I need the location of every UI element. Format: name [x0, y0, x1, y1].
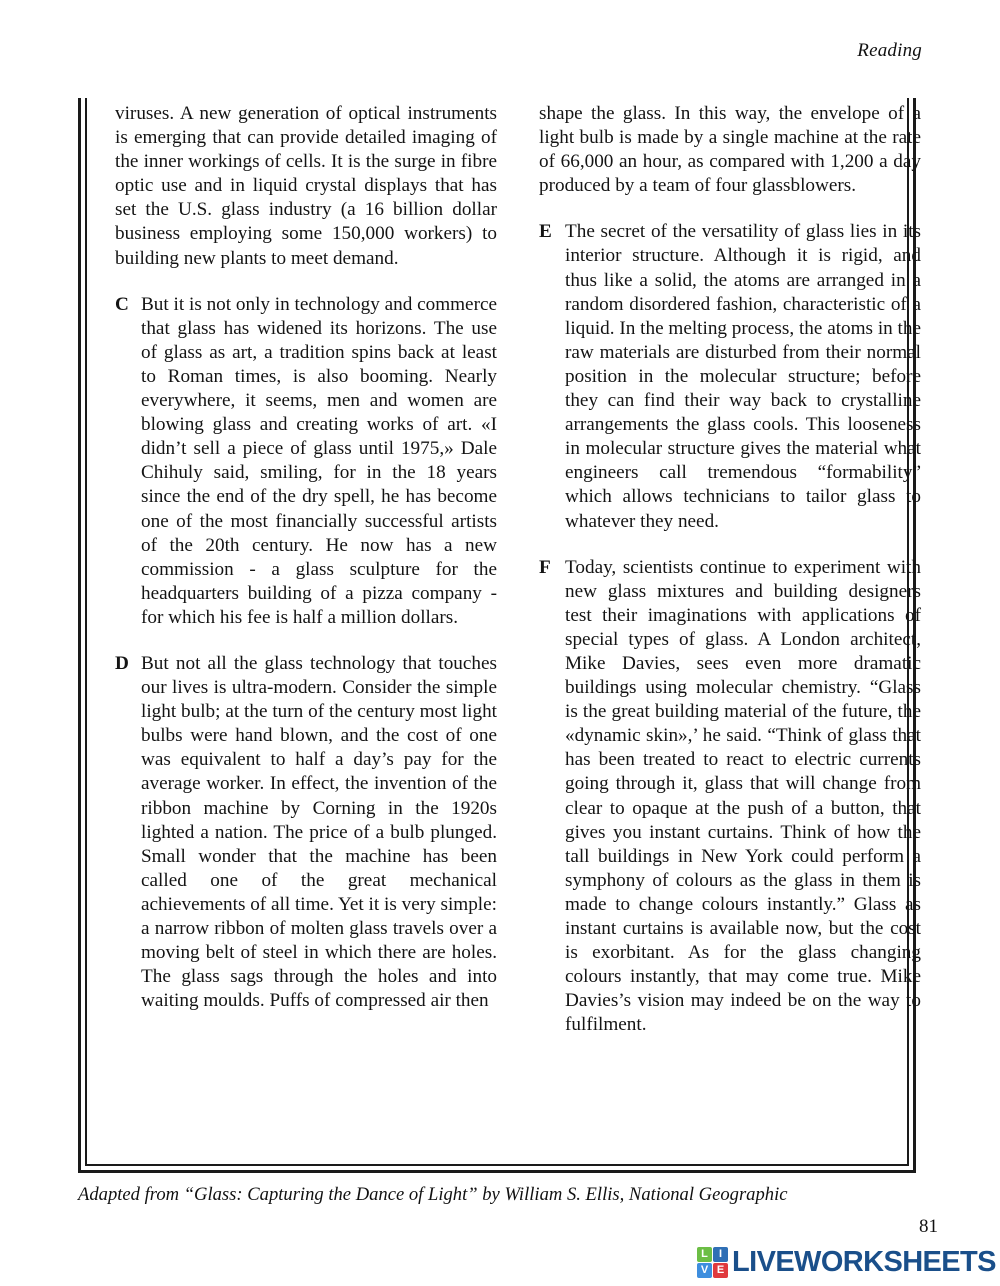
logo-tile-i: I	[713, 1247, 728, 1262]
logo-tile-v: V	[697, 1263, 712, 1278]
page-number: 81	[919, 1216, 938, 1237]
passage-columns	[81, 98, 919, 1173]
paragraph-label-f: F	[539, 556, 551, 578]
paragraph-text-f: Today, scientists continue to experiment with new glass mixtures and building designers test their imaginations with applications of special types of glass. A London architect, Mike Davies, sees even more dramatic buildings using molecular chemistry. “Glass is the great building material of the future, the «dynamic skin»,’ he said. “Think of glass that has been treated to react to electric currents going through it, glass that will change from clear to opaque at the push of a button, that gives you instant curtains. Think of how the tall buildings in New York could perform a symphony of colours as the glass in them is made to change colours instantly.” Glass as instant curtains is available now, but the cost is exorbitant. As for the glass changing colours instantly, that may come true. Mike Davies’s vision may indeed be on the way to fulfilment.	[565, 556, 921, 1036]
running-header: Reading	[857, 40, 922, 61]
paragraph-e	[539, 220, 921, 533]
paragraph-text-c: But it is not only in technology and commerce that glass has widened its horizons. The use of glass as art, a tradition spins back at least to Roman times, is also booming. Nearly everywhere, it seems, men and women are blowing glass and creating works of art. «I didn’t sell a piece of glass until 1975,» Dale Chihuly said, smiling, for in the 18 years since the end of the dry spell, he has become one of the most financially successful artists of the 20th century. He now has a new commission - a glass sculpture for the headquarters building of a pizza company - for which his fee is half a million dollars.	[141, 293, 497, 628]
logo-tile-l: L	[697, 1247, 712, 1262]
paragraph-d	[115, 652, 497, 1013]
paragraph-label-d: D	[115, 652, 129, 674]
source-attribution: Adapted from “Glass: Capturing the Dance of Light” by William S. Ellis, National Geographic	[78, 1184, 788, 1205]
liveworksheets-wordmark: LIVEWORKSHEETS	[732, 1246, 996, 1278]
paragraph-continuation: viruses. A new generation of optical instruments is emerging that can provide detailed imaging of the inner workings of cells. It is the surge in fibre optic use and in liquid crystal displays that has set the U.S. glass industry (a 16 billion dollar business employing some 150,000 workers) to building new plants to meet demand.	[115, 103, 497, 269]
paragraph-c	[115, 293, 497, 630]
paragraph-text-d: But not all the glass technology that touches our lives is ultra-modern. Consider the simple light bulb; at the turn of the century most light bulbs were hand blown, and the cost of one was equivalent to half a day’s pay for the average worker. In effect, the invention of the ribbon machine by Corning in the 1920s lighted a nation. The price of a bulb plunged. Small wonder that the machine has been called one of the great mechanical achievements of all time. Yet it is very simple: a narrow ribbon of molten glass travels over a moving belt of steel in which there are holes. The glass sags through the holes and into waiting moulds. Puffs of compressed air then	[141, 652, 497, 1012]
logo-tile-e: E	[713, 1263, 728, 1278]
paragraph-d-continuation: shape the glass. In this way, the envelope of a light bulb is made by a single machine at the rate of 66,000 an hour, as compared with 1,200 a day produced by a team of four glassblowers.	[539, 103, 921, 197]
passage-column-right	[539, 102, 921, 1173]
passage-column-left	[115, 102, 497, 1173]
paragraph-text-e: The secret of the versatility of glass lies in its interior structure. Although it is rigid, and thus like a solid, the atoms are arranged in a random disordered fashion, characteristic of a liquid. In the melting process, the atoms in the raw materials are disturbed from their normal position in the molecular structure; before they can find their way back to crystalline arrangements the glass cools. This looseness in molecular structure gives the material what engineers call tremendous “formability” which allows technicians to tailor glass to whatever they need.	[565, 221, 921, 532]
liveworksheets-tiles	[697, 1247, 728, 1278]
paragraph-label-c: C	[115, 293, 129, 315]
liveworksheets-logo[interactable]	[697, 1245, 996, 1279]
reading-passage-frame	[78, 98, 921, 1173]
paragraph-label-e: E	[539, 221, 552, 243]
paragraph-f	[539, 556, 921, 1038]
